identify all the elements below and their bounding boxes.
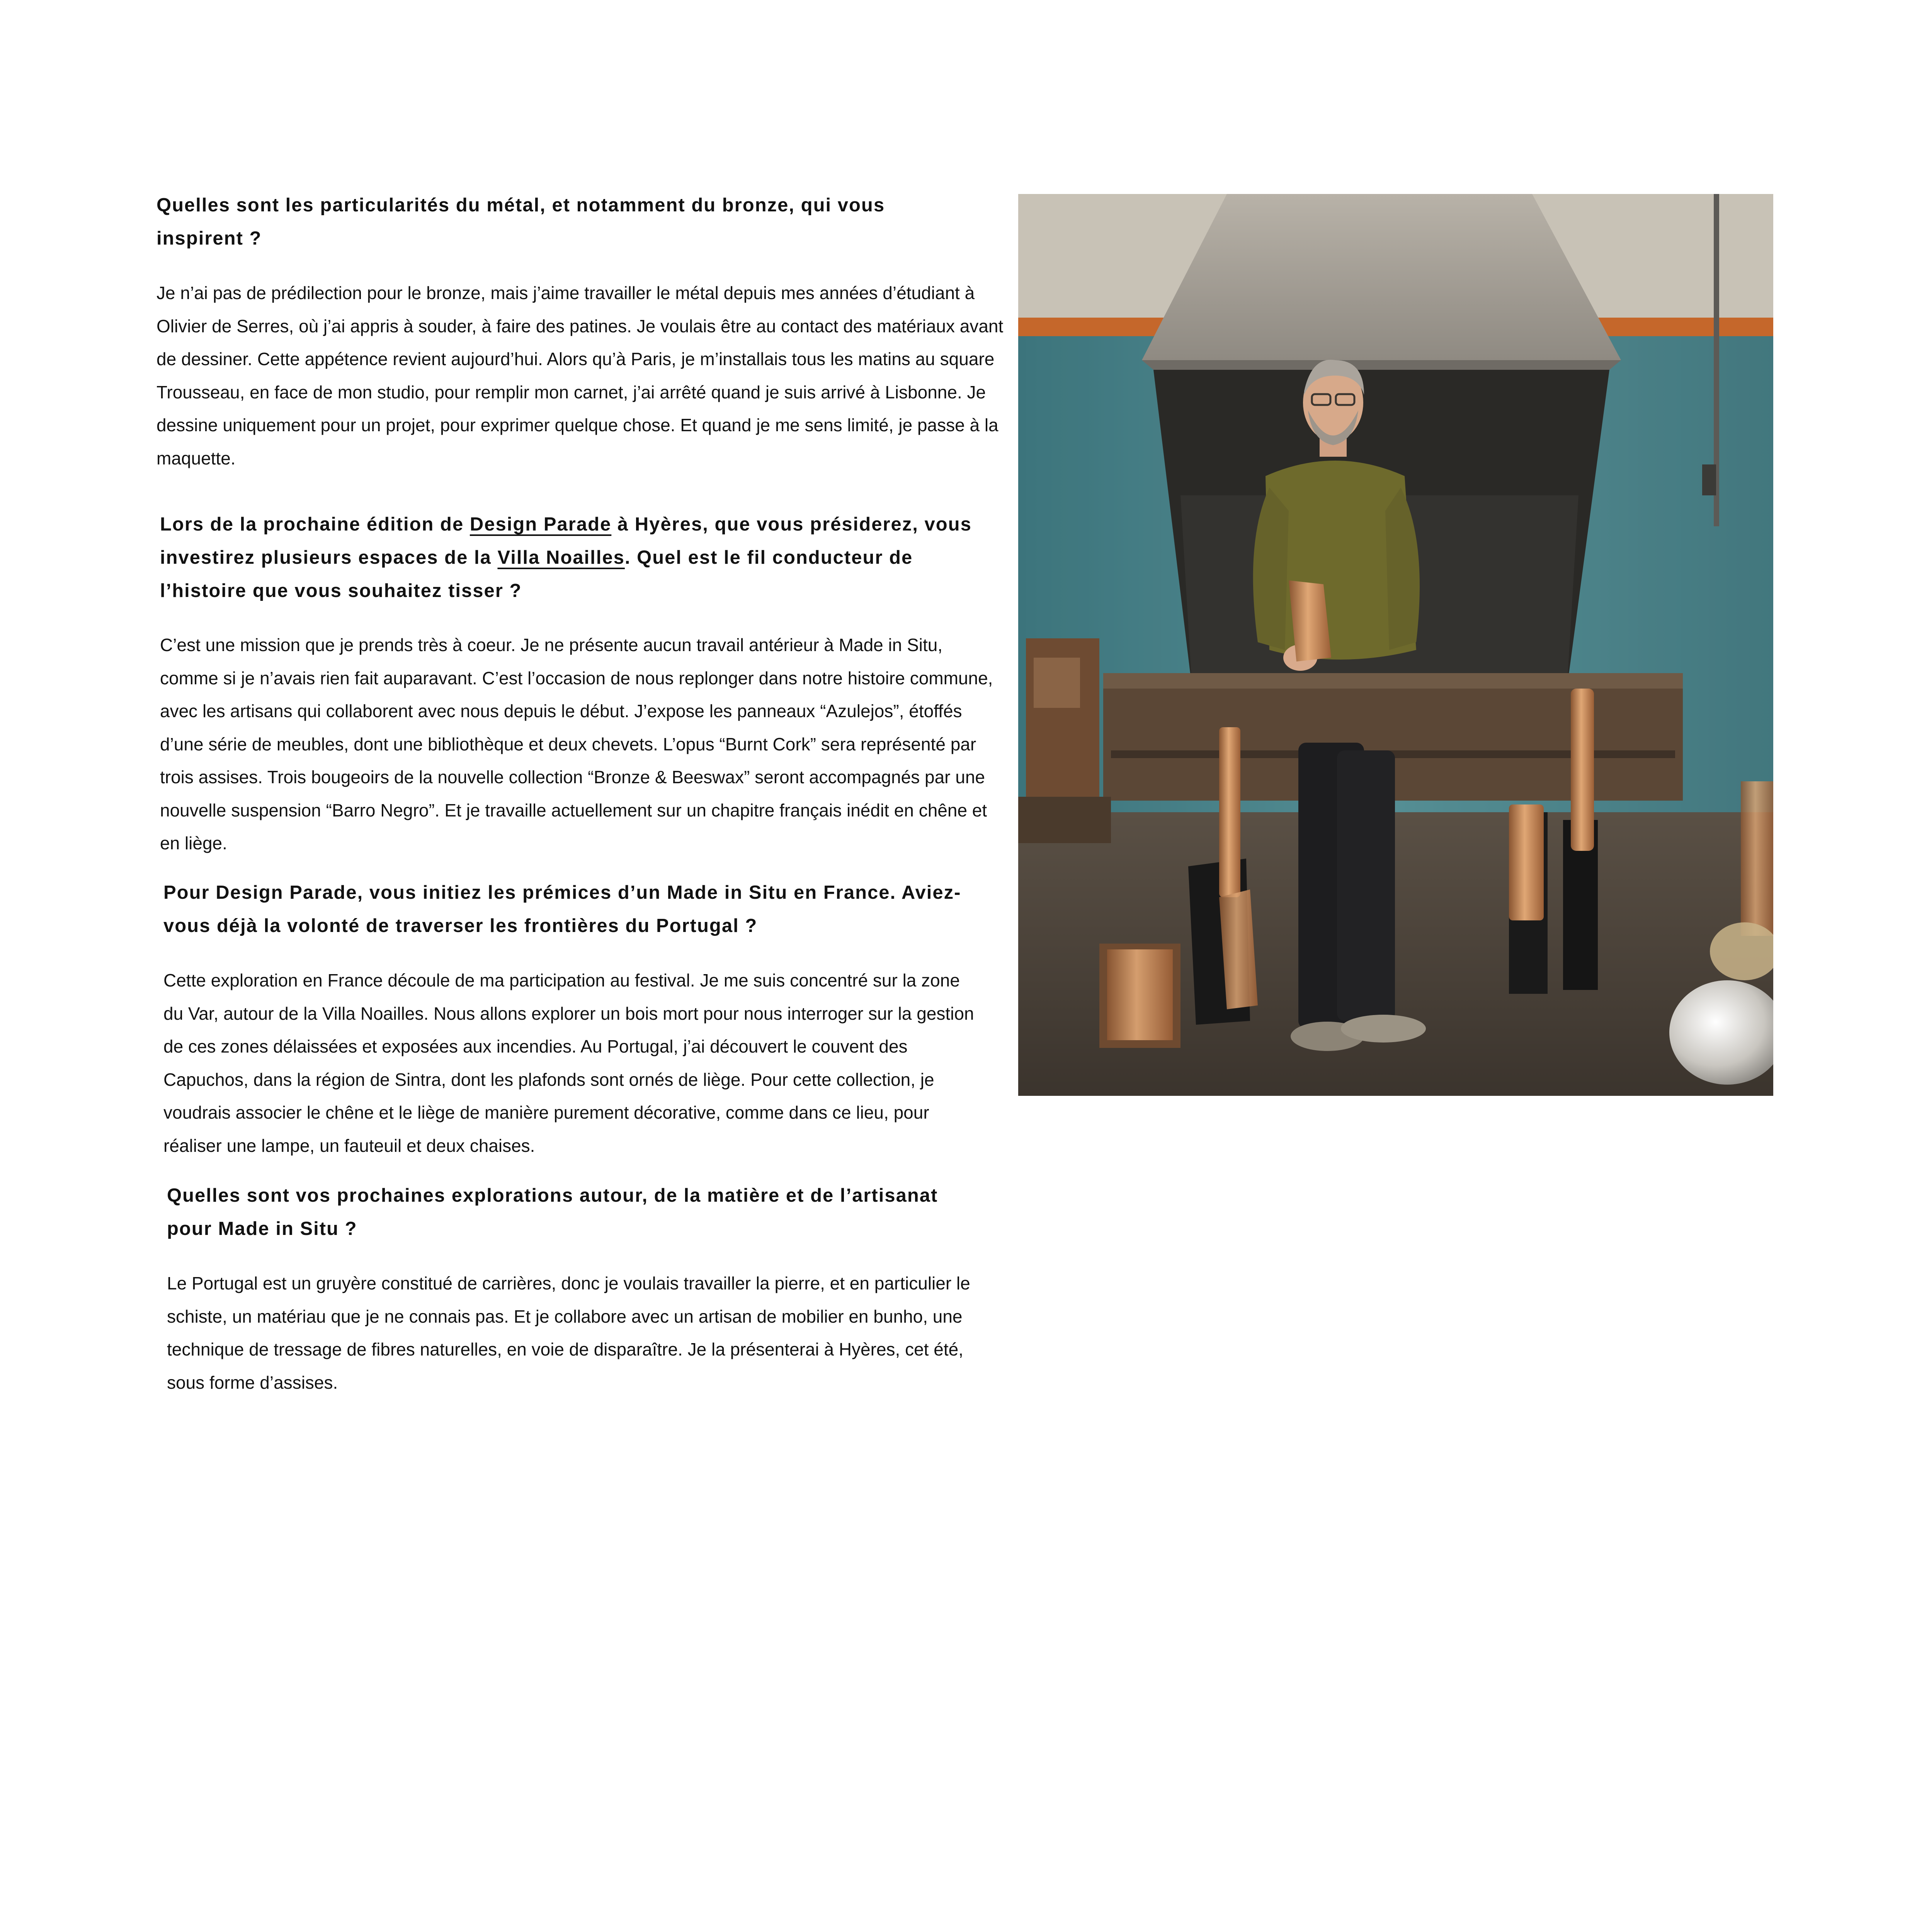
villa-noailles-link[interactable]: Villa Noailles [497,547,625,568]
question-1: Quelles sont les particularités du métal, et notamment du bronze, qui vous inspirent ? [156,195,885,249]
question-2 [160,508,995,607]
answer-3: Cette exploration en France découle de ma participation au festival. Je me suis concentré sur la zone du Var, autour de la Villa Noailles. Nous allons explorer un bois mort pour nous interroger sur la gestion de ces zones délaissées et exposées aux incendies. Au Portugal, j’ai découvert le couvent des Capuchos, dans la région de Sintra, dont les plafonds sont ornés de liège. Pour cette collection, je voudrais associer le chêne et le liège de manière purement décorative, comme dans ce lieu, pour réaliser une lampe, un fauteuil et deux chaises. [163,970,974,1156]
qa-block-3 [163,876,983,1162]
answer-2: C’est une mission que je prends très à coeur. Je ne présente aucun travail antérieur à Made in Situ, comme si je n’avais rien fait auparavant. C’est l’occasion de nous replonger dans notre histoire commune, avec les artisans qui collaborent avec nous depuis le début. J’expose les panneaux “Azulejos”, étoffés d’une série de meubles, dont une bibliothèque et deux chevets. L’opus “Burnt Cork” sera représenté par trois assises. Trois bougeoirs de la nouvelle collection “Bronze & Beeswax” seront accompagnés par une nouvelle suspension “Barro Negro”. Et je travaille actuellement sur un chapitre français inédit en chêne et en liège. [160,635,993,853]
design-parade-link[interactable]: Design Parade [469,514,612,535]
question-2-text-1: Lors de la prochaine édition de [160,514,470,535]
question-2-text-3: . Quel est le fil conducteur de l’histoire que vous souhaitez tisser ? [160,547,913,601]
qa-block-4 [167,1179,982,1399]
question-2-text-2: à Hyères, que vous présiderez, vous investirez plusieurs espaces de la [160,514,972,568]
question-4: Quelles sont vos prochaines explorations autour, de la matière et de l’artisanat pour Made in Situ ? [167,1185,938,1239]
answer-4: Le Portugal est un gruyère constitué de carrières, donc je voulais travailler la pierre, et en particulier le schiste, un matériau que je ne connais pas. Et je collabore avec un artisan de mobilier en bunho, une technique de tressage de fibres naturelles, en voie de disparaître. Je la présenterai à Hyères, cet été, sous forme d’assises. [167,1273,970,1393]
designer-portrait-photo [1018,194,1773,1096]
question-3: Pour Design Parade, vous initiez les prémices d’un Made in Situ en France. Aviez-vous déjà la volonté de traverser les frontières du Portugal ? [163,882,961,936]
answer-1: Je n’ai pas de prédilection pour le bronze, mais j’aime travailler le métal depuis mes années d’étudiant à Olivier de Serres, où j’ai appris à souder, à faire des patines. Je voulais être au contact des matériaux avant de dessiner. Cette appétence revient aujourd’hui. Alors qu’à Paris, je m’installais tous les matins au square Trousseau, en face de mon studio, pour remplir mon carnet, j’ai arrêté quand je suis arrivé à Lisbonne. Je dessine uniquement pour un projet, pour exprimer quelque chose. Et quand je me sens limité, je passe à la maquette. [156,283,1004,468]
workshop-illustration [1018,194,1773,1096]
qa-block-1 [156,189,1007,475]
qa-block-2 [160,508,995,860]
